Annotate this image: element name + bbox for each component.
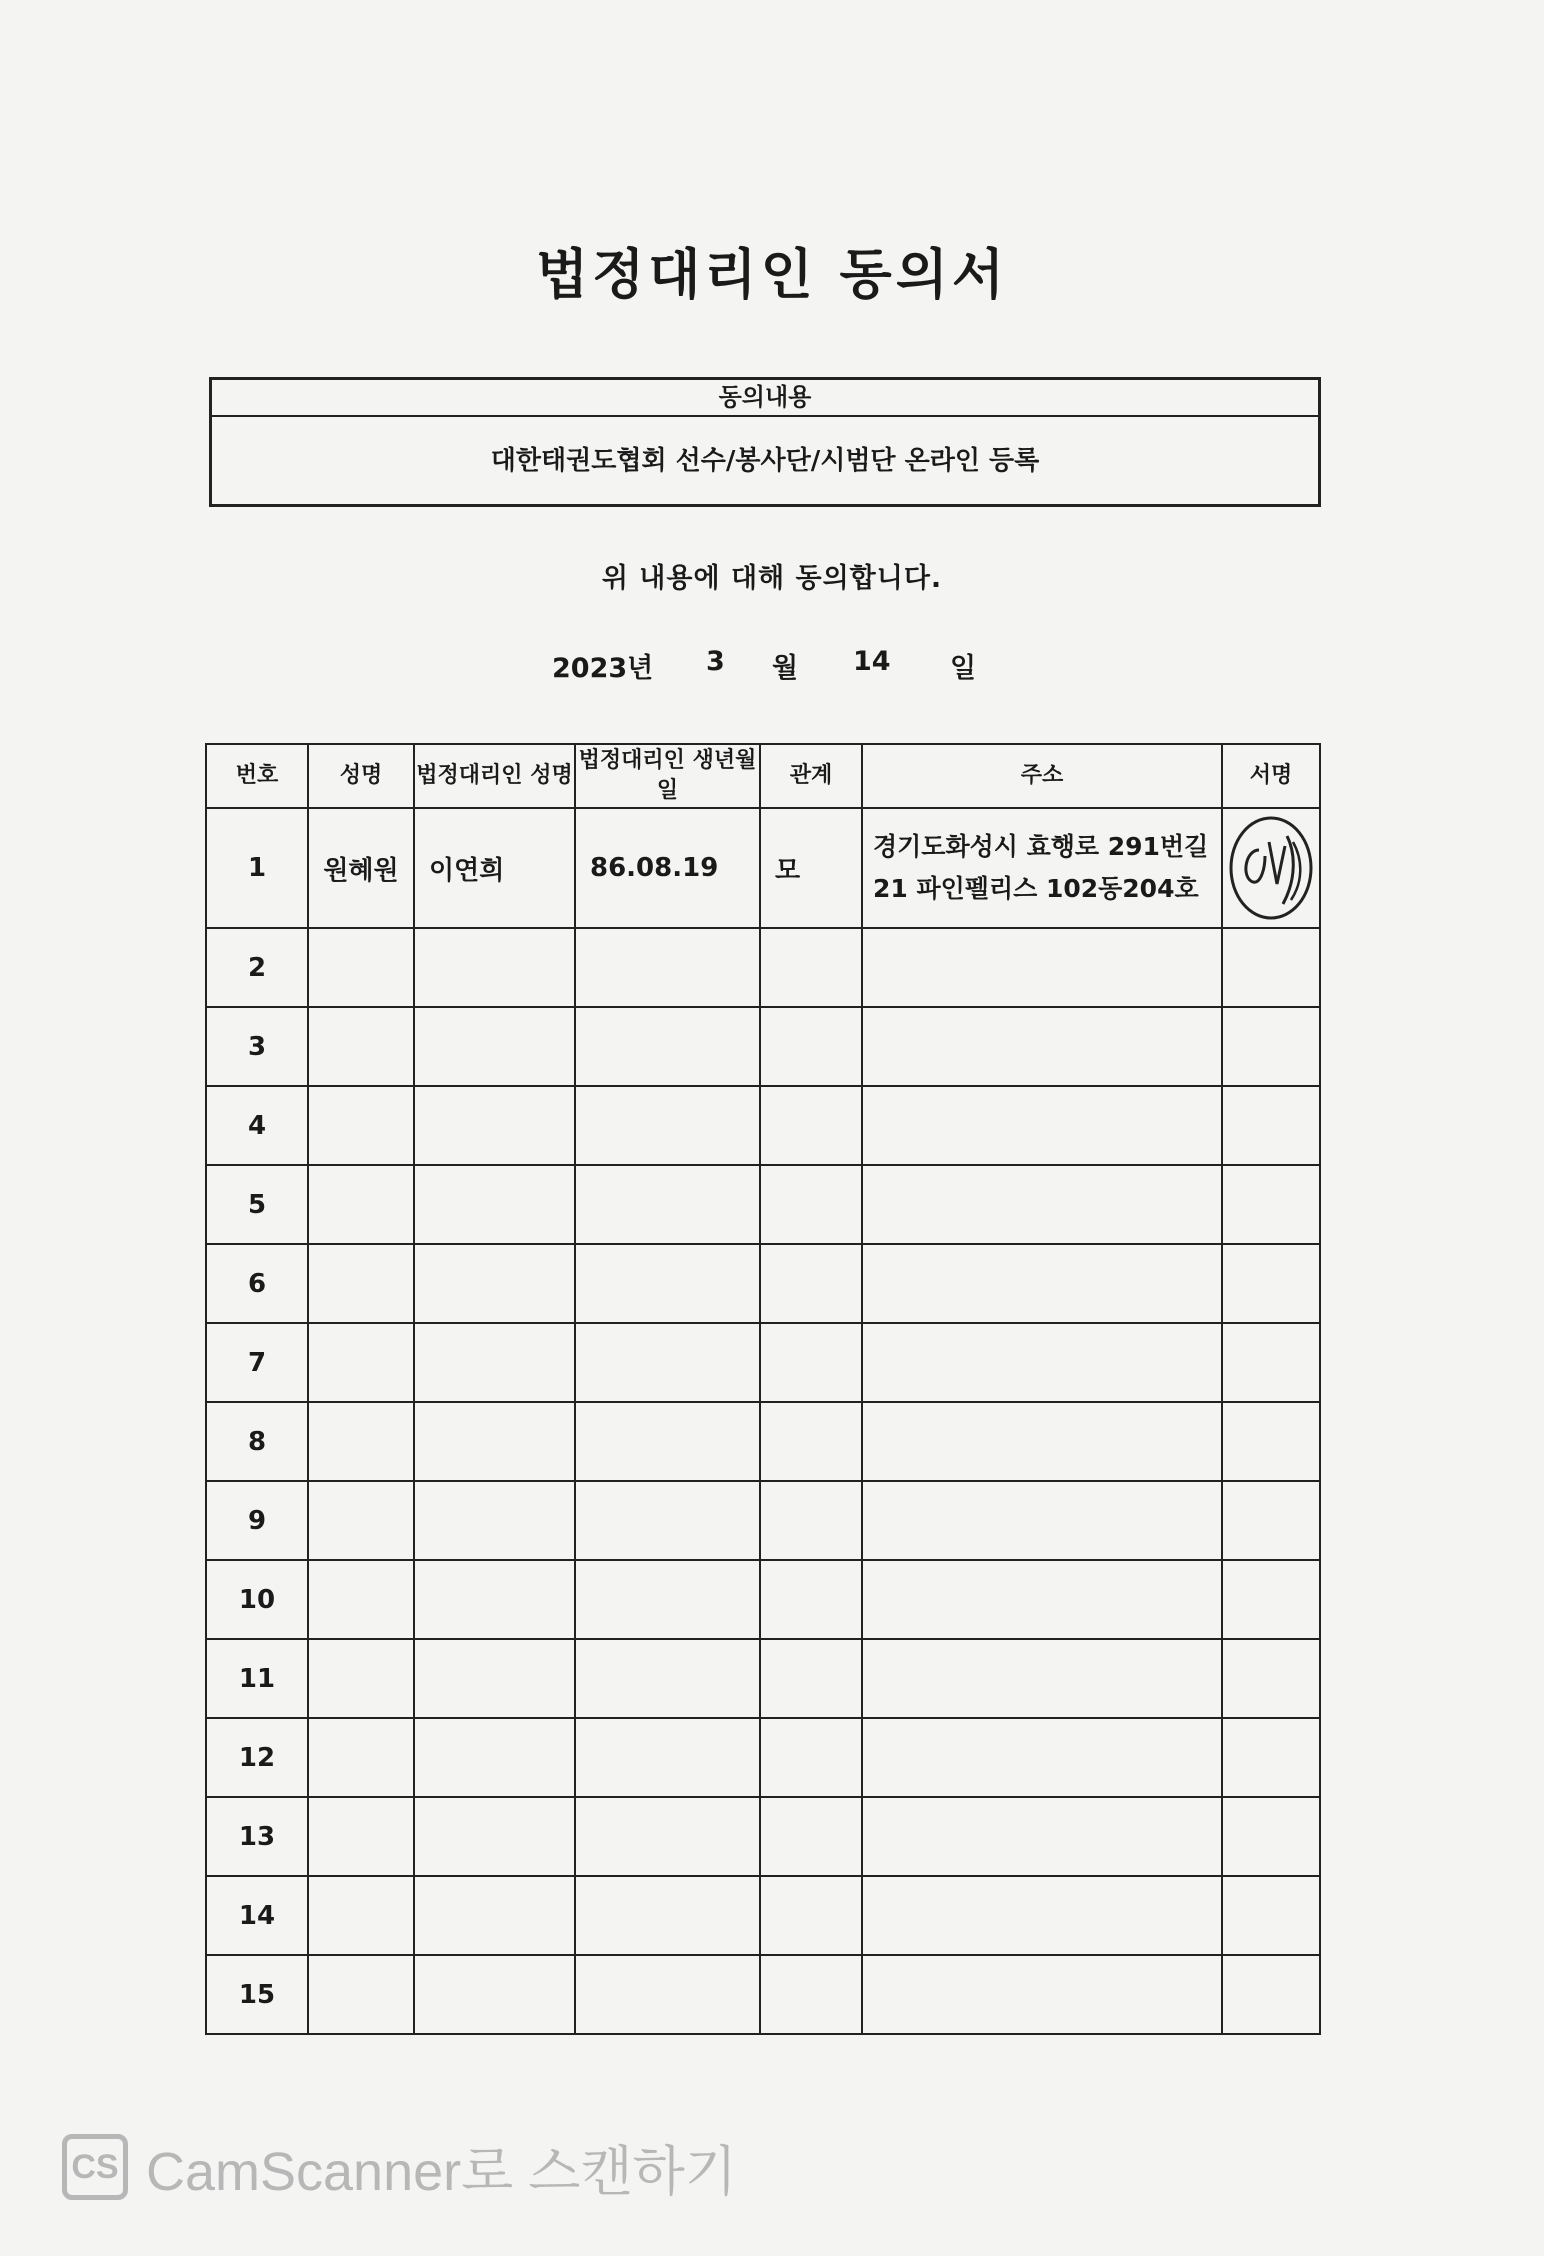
row-number: 8: [206, 1402, 308, 1481]
header-guardian-name: 법정대리인 성명: [414, 744, 575, 808]
camscanner-logo-icon: CS: [62, 2134, 128, 2200]
guardian-name: 이연희: [414, 808, 575, 928]
table-row: [206, 1876, 1320, 1955]
handwritten-signature-icon: [1225, 812, 1317, 924]
date-year: 2023년: [552, 653, 654, 684]
student-name: 원혜원: [308, 808, 414, 928]
table-row: [206, 928, 1320, 1007]
table-row: [206, 1955, 1320, 2034]
table-row: [206, 1797, 1320, 1876]
header-guardian-birth: 법정대리인 생년월일: [575, 744, 760, 808]
row-number: 9: [206, 1481, 308, 1560]
row-number: 14: [206, 1876, 308, 1955]
consent-content: 대한태권도협회 선수/봉사단/시범단 온라인 등록: [490, 446, 1040, 476]
row-number: 15: [206, 1955, 308, 2034]
header-relation: 관계: [760, 744, 862, 808]
document-title: 법정대리인 동의서: [535, 243, 1009, 306]
row-number: 7: [206, 1323, 308, 1402]
table-row: [206, 1560, 1320, 1639]
row-number: 11: [206, 1639, 308, 1718]
row-number: 4: [206, 1086, 308, 1165]
row-number: 12: [206, 1718, 308, 1797]
table-row: [206, 1086, 1320, 1165]
table-header-row: [206, 744, 1320, 808]
table-row: [206, 1402, 1320, 1481]
row-number: 10: [206, 1560, 308, 1639]
address: 경기도화성시 효행로 291번길21 파인펠리스 102동204호: [862, 808, 1222, 928]
date-day: 14: [853, 646, 891, 677]
table-row: [206, 1481, 1320, 1560]
header-no: 번호: [206, 744, 308, 808]
table-row: [206, 1718, 1320, 1797]
table-row: [206, 1165, 1320, 1244]
agreement-statement: 위 내용에 대해 동의합니다.: [601, 563, 943, 594]
table-row: [206, 1007, 1320, 1086]
date-day-unit: 일: [950, 653, 977, 684]
row-number: 1: [206, 808, 308, 928]
signature-cell: [1222, 808, 1320, 928]
table-row: [206, 1244, 1320, 1323]
header-address: 주소: [862, 744, 1222, 808]
header-name: 성명: [308, 744, 414, 808]
row-number: 2: [206, 928, 308, 1007]
date-month: 3: [706, 646, 725, 677]
consent-box: [209, 377, 1321, 507]
table-row: [206, 808, 1320, 928]
row-number: 13: [206, 1797, 308, 1876]
table-row: [206, 1323, 1320, 1402]
table-row: [206, 1639, 1320, 1718]
row-number: 5: [206, 1165, 308, 1244]
row-number: 3: [206, 1007, 308, 1086]
watermark-text: CamScanner로 스캔하기: [146, 2141, 737, 2202]
header-signature: 서명: [1222, 744, 1320, 808]
guardian-birthdate: 86.08.19: [575, 808, 760, 928]
relation: 모: [760, 808, 862, 928]
date-month-unit: 월: [772, 653, 799, 684]
consent-header: 동의내용: [212, 380, 1318, 417]
camscanner-watermark: [62, 2132, 737, 2202]
guardian-table: [205, 743, 1321, 2035]
row-number: 6: [206, 1244, 308, 1323]
